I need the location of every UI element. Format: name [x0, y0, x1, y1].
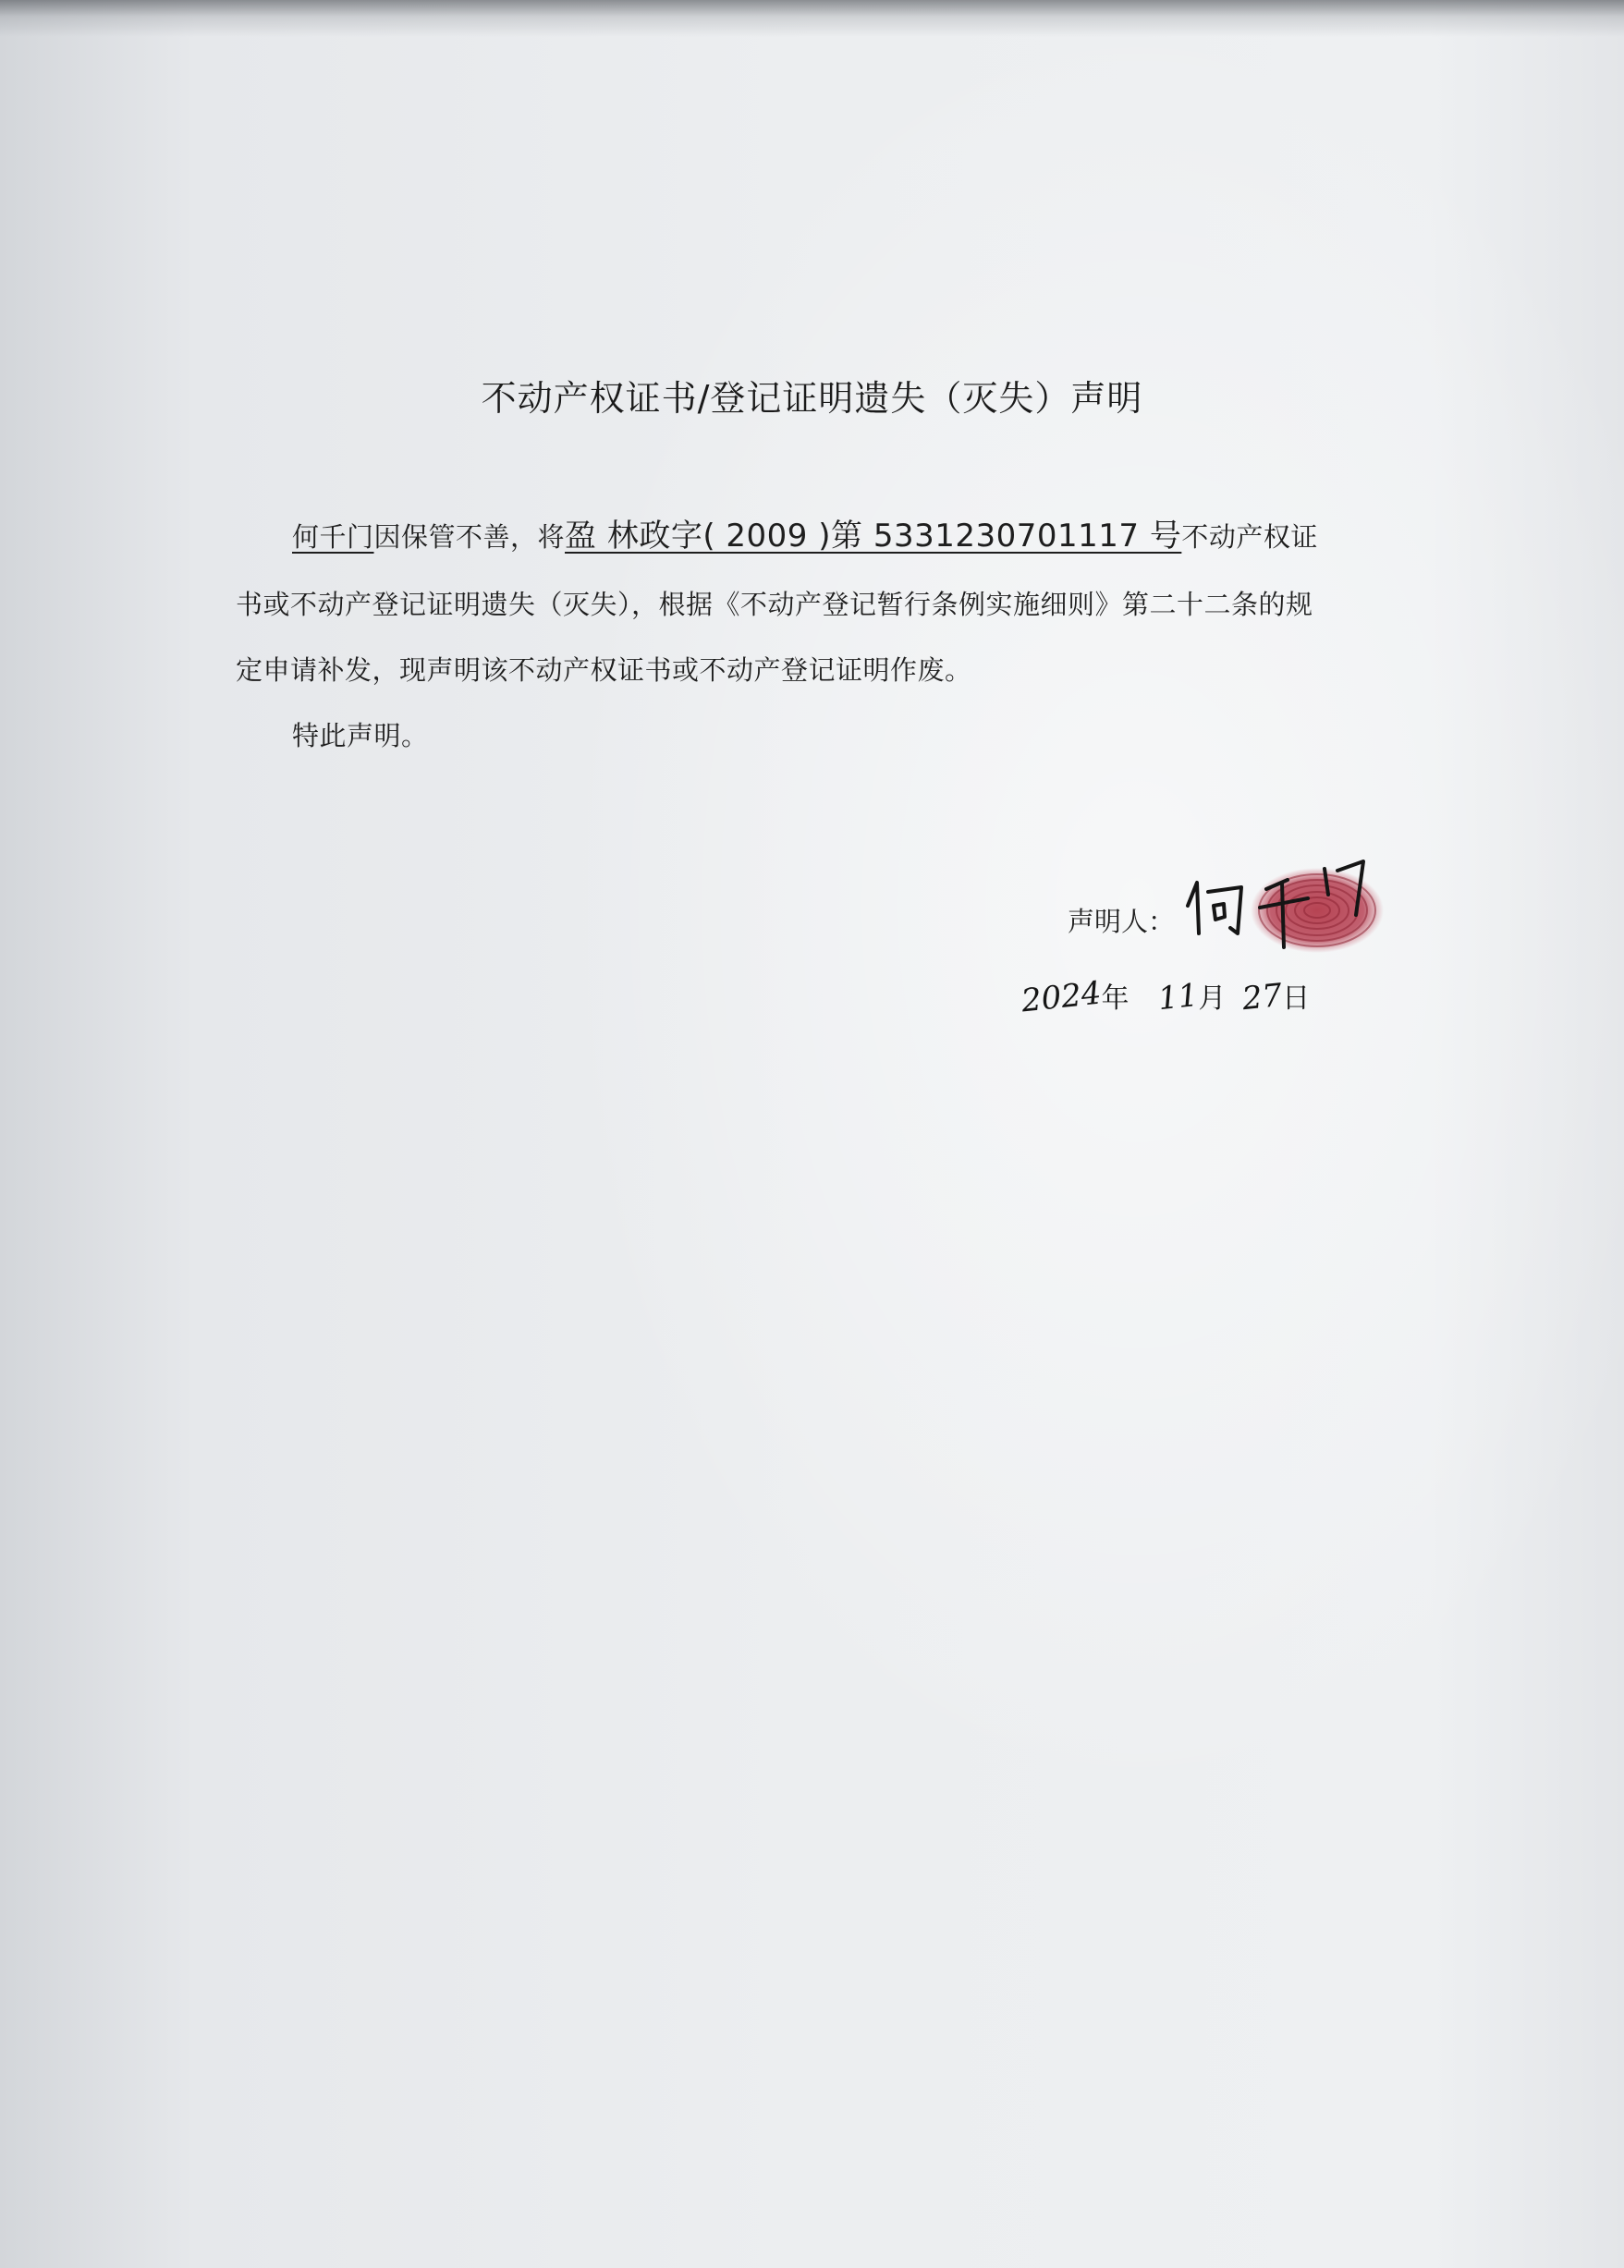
date-month-unit: 月 — [1198, 982, 1227, 1015]
body-text-segment: 因保管不善，将 — [373, 521, 566, 553]
date-day: 27 — [1239, 976, 1285, 1018]
date-day-unit: 日 — [1282, 982, 1311, 1015]
fingerprint-icon — [1251, 868, 1384, 953]
body-paragraph-line-3: 定申请补发，现声明该不动产权证书或不动产登记证明作废。 — [236, 654, 972, 686]
body-paragraph-line-2: 书或不动产登记证明遗失（灭失），根据《不动产登记暂行条例实施细则》第二十二条的规 — [236, 589, 1313, 620]
declarant-label: 声明人： — [1068, 906, 1176, 937]
declarant-signature-line — [1068, 901, 1175, 939]
closing-statement: 特此声明。 — [292, 720, 429, 751]
photo-top-edge-shadow — [0, 0, 1624, 37]
date-month: 11 — [1156, 976, 1201, 1018]
certificate-number: 盈 林政字( 2009 )第 5331230701117 号 — [565, 518, 1182, 555]
body-paragraph-line-1 — [292, 510, 1318, 555]
signing-date — [1020, 974, 1311, 1020]
handwritten-signature — [1178, 841, 1391, 961]
date-year: 2024 — [1020, 974, 1104, 1020]
declarant-name: 何千门 — [292, 521, 374, 553]
body-text-segment: 不动产权证 — [1181, 521, 1318, 553]
document-title: 不动产权证书/登记证明遗失（灭失）声明 — [481, 378, 1143, 419]
date-year-unit: 年 — [1101, 982, 1129, 1015]
